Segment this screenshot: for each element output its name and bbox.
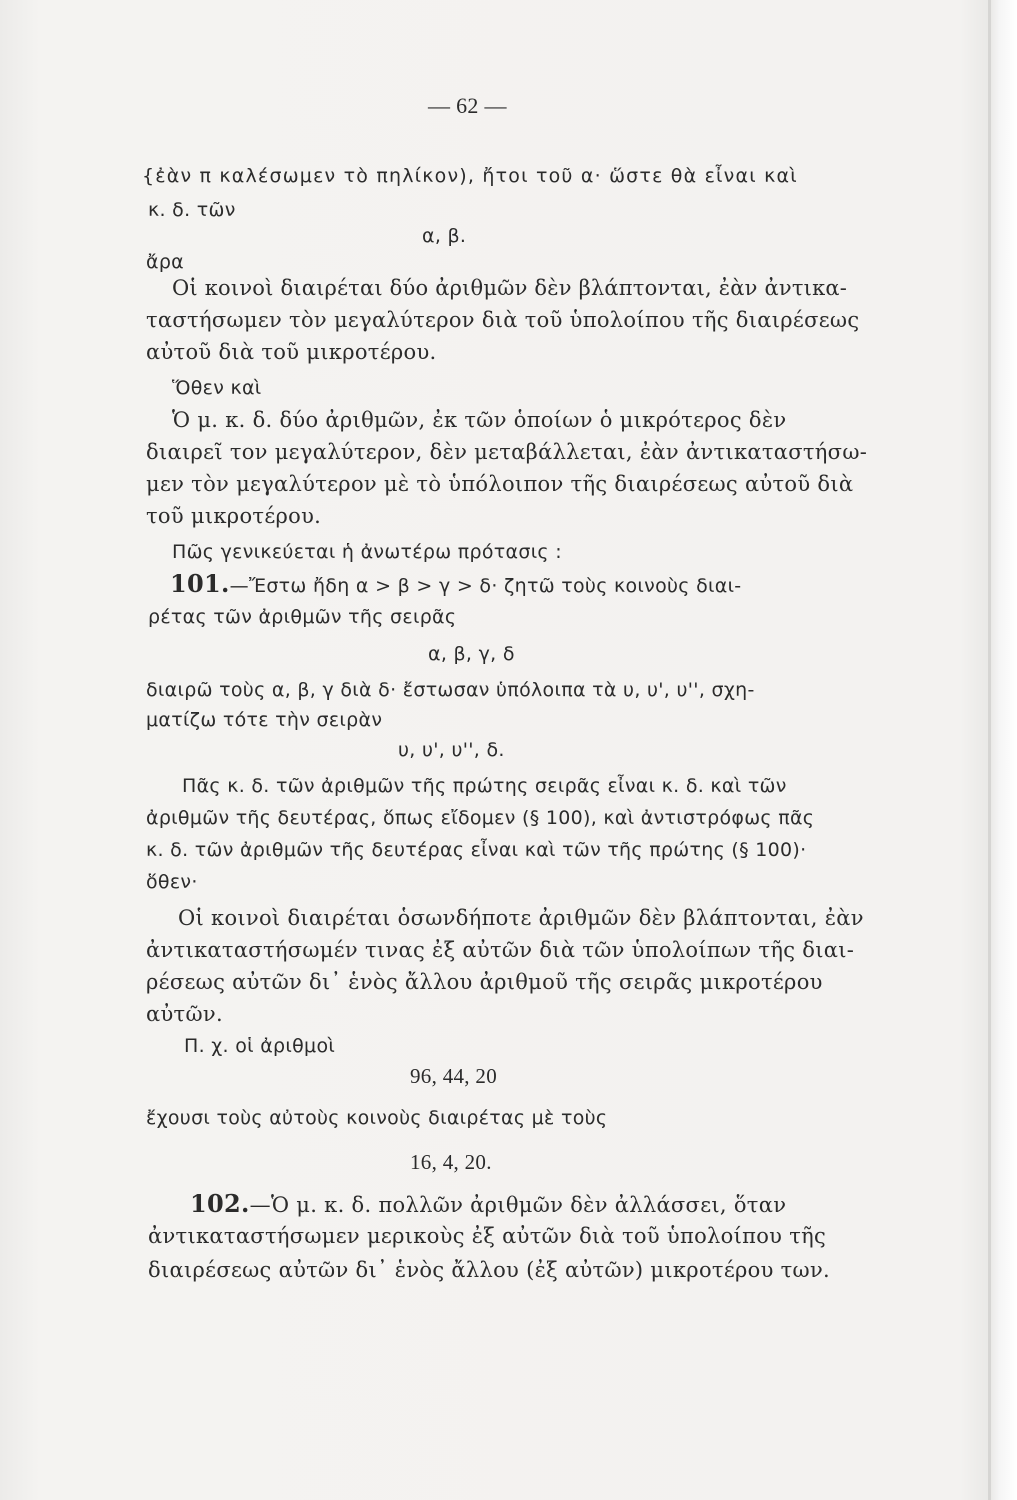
- text-line: ὅθεν·: [146, 871, 198, 893]
- text-line: διαιρῶ τοὺς α, β, γ διὰ δ· ἔστωσαν ὑπόλοιπα τὰ υ, υ', υ'', σχη-: [146, 679, 755, 701]
- text-line: διαιρέσεως αὐτῶν δι᾽ ἑνὸς ἄλλου (ἐξ αὐτῶν) μικροτέρου των.: [148, 1258, 831, 1282]
- text-line: μεν τὸν μεγαλύτερον μὲ τὸ ὑπόλοιπον τῆς διαιρέσεως αὐτοῦ διὰ: [146, 472, 854, 496]
- text-line: Πᾶς κ. δ. τῶν ἀριθμῶν τῆς πρώτης σειρᾶς εἶναι κ. δ. καὶ τῶν: [182, 775, 787, 797]
- text-line: διαιρεῖ τον μεγαλύτερον, δὲν μεταβάλλεται, ἐὰν ἀντικαταστήσω-: [146, 440, 868, 464]
- text-line: ἀντικαταστήσωμέν τινας ἐξ αὐτῶν διὰ τῶν ὑπολοίπων τῆς διαι-: [146, 938, 855, 962]
- text-line: αὐτοῦ διὰ τοῦ μικροτέρου.: [146, 340, 437, 364]
- text-line: α, β.: [422, 225, 467, 247]
- section-101-heading: [170, 570, 741, 600]
- page-number: — 62 —: [428, 93, 507, 118]
- text-line: ἔχουσι τοὺς αὐτοὺς κοινοὺς διαιρέτας μὲ τοὺς: [146, 1107, 608, 1129]
- section-text: —Ὁ μ. κ. δ. πολλῶν ἀριθμῶν δὲν ἀλλάσσει, ὅταν: [249, 1193, 787, 1217]
- text-line: ρέτας τῶν ἀριθμῶν τῆς σειρᾶς: [148, 606, 457, 628]
- text-line: Π. χ. οἱ ἀριθμοὶ: [184, 1035, 336, 1057]
- text-line: ρέσεως αὐτῶν δι᾽ ἑνὸς ἄλλου ἀριθμοῦ τῆς σειρᾶς μικροτέρου: [146, 970, 823, 994]
- section-102-heading: [190, 1190, 786, 1219]
- text-line: Οἱ κοινοὶ διαιρέται δύο ἀριθμῶν δὲν βλάπτονται, ἐὰν ἀντικα-: [172, 276, 848, 300]
- text-line: ἄρα: [146, 251, 185, 273]
- text-line: υ, υ', υ'', δ.: [398, 739, 505, 761]
- text-line: α, β, γ, δ: [428, 643, 515, 665]
- text-line: αὐτῶν.: [146, 1002, 223, 1026]
- section-text: —Ἔστω ἤδη α > β > γ > δ· ζητῶ τοὺς κοινοὺς διαι-: [229, 575, 742, 597]
- page-edge: [988, 0, 991, 1500]
- numbers-line: 16, 4, 20.: [410, 1150, 492, 1174]
- text-line: Οἱ κοινοὶ διαιρέται ὁσωνδήποτε ἀριθμῶν δὲν βλάπτονται, ἐὰν: [178, 906, 864, 930]
- text-line: ταστήσωμεν τὸν μεγαλύτερον διὰ τοῦ ὑπολοίπου τῆς διαιρέσεως: [146, 308, 860, 332]
- section-number: 102.: [190, 1189, 250, 1218]
- text-line: ἀριθμῶν τῆς δευτέρας, ὅπως εἴδομεν (§ 100), καὶ ἀντιστρόφως πᾶς: [146, 807, 815, 829]
- text-line: τοῦ μικροτέρου.: [146, 504, 322, 528]
- text-line: κ. δ. τῶν ἀριθμῶν τῆς δευτέρας εἶναι καὶ τῶν τῆς πρώτης (§ 100)·: [146, 839, 807, 861]
- text-line: ματίζω τότε τὴν σειρὰν: [146, 709, 383, 731]
- text-line: Ὅθεν καὶ: [172, 377, 262, 399]
- section-number: 101.: [170, 569, 230, 598]
- text-line: ἀντικαταστήσωμεν μερικοὺς ἐξ αὐτῶν διὰ τοῦ ὑπολοίπου τῆς: [148, 1224, 827, 1248]
- text-line: Ὁ μ. κ. δ. δύο ἀριθμῶν, ἐκ τῶν ὁποίων ὁ μικρότερος δὲν: [172, 408, 787, 432]
- numbers-line: 96, 44, 20: [410, 1064, 497, 1088]
- text-line: Πῶς γενικεύεται ἡ ἀνωτέρω πρότασις :: [172, 541, 562, 563]
- text-line: {ἐὰν π καλέσωμεν τὸ πηλίκον), ἤτοι τοῦ α· ὥστε θὰ εἶναι καὶ: [142, 165, 798, 187]
- text-line: κ. δ. τῶν: [148, 199, 236, 221]
